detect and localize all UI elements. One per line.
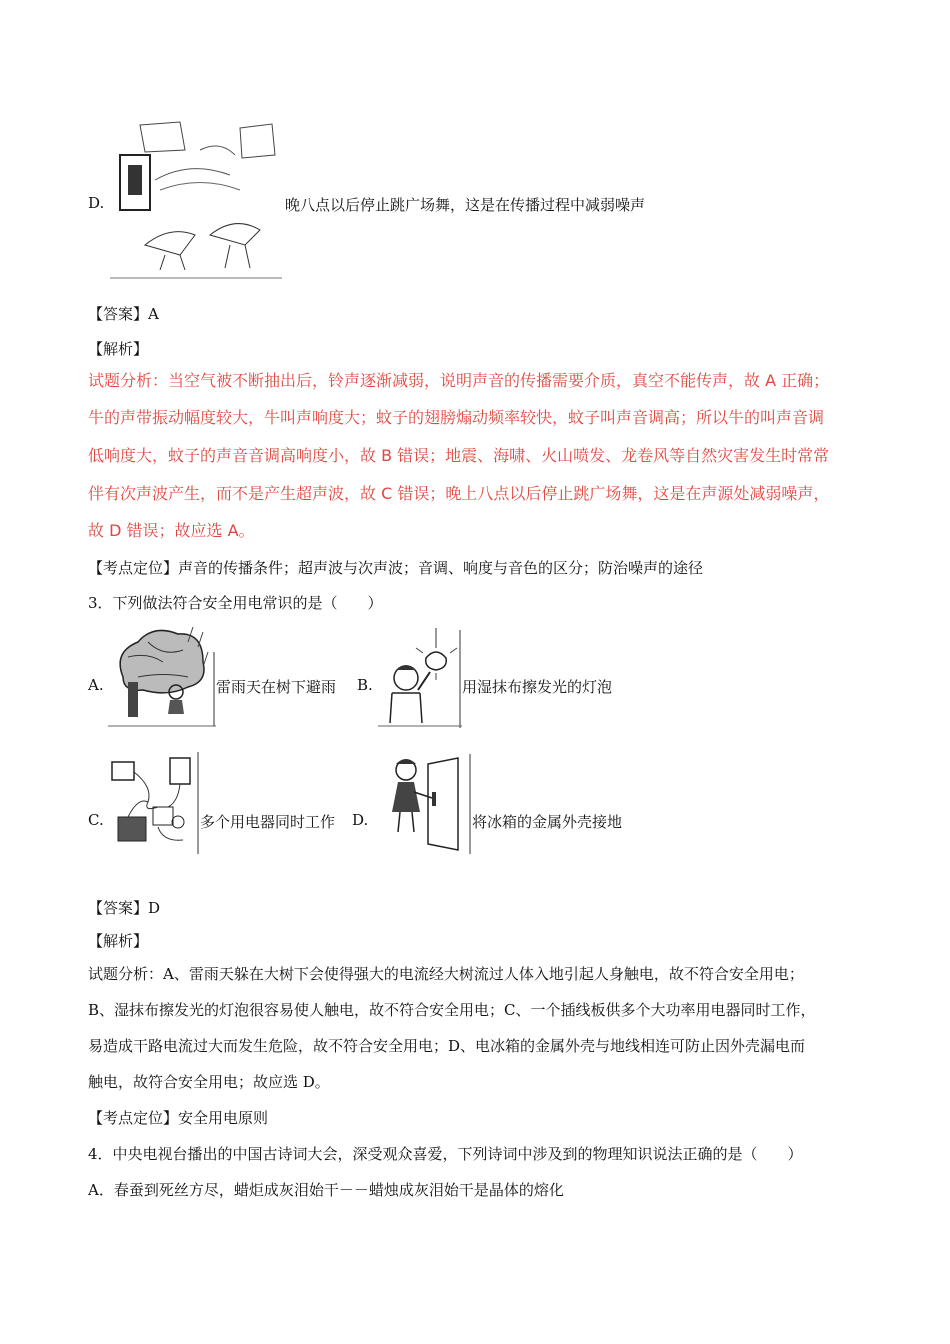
q3-kaodian: 【考点定位】安全用电原则 xyxy=(88,1109,269,1127)
q2-analysis-line: 伴有次声波产生，而不是产生超声波，故 C 错误；晚上八点以后停止跳广场舞，这是在声源处减弱噪声， xyxy=(88,484,830,503)
q3-stem: 3．下列做法符合安全用电常识的是（ ） xyxy=(88,594,383,612)
q4-stem: 4．中央电视台播出的中国古诗词大会，深受观众喜爱，下列诗词中涉及到的物理知识说法正确的是（ ） xyxy=(88,1145,803,1163)
q2-option-d-text: 晚八点以后停止跳广场舞，这是在传播过程中减弱噪声 xyxy=(285,196,646,214)
q3-option-b-text: 用湿抹布擦发光的灯泡 xyxy=(462,678,613,696)
square-dance-illustration xyxy=(110,120,282,280)
q3-option-a-letter: A. xyxy=(88,676,104,694)
q3-option-c-letter: C. xyxy=(88,811,104,829)
q2-option-d-letter: D. xyxy=(88,194,105,212)
q2-kaodian: 【考点定位】声音的传播条件；超声波与次声波；音调、响度与音色的区分；防治噪声的途径 xyxy=(88,559,704,577)
q3-option-d-letter: D. xyxy=(352,811,369,829)
q2-answer: 【答案】A xyxy=(88,305,159,323)
q3-option-c-text: 多个用电器同时工作 xyxy=(200,813,336,831)
q2-analysis-heading: 【解析】 xyxy=(88,340,149,358)
fridge-grounding-illustration xyxy=(378,754,472,854)
multiple-appliances-illustration xyxy=(108,752,200,854)
q3-analysis-line: 易造成干路电流过大而发生危险，故不符合安全用电；D、电冰箱的金属外壳与地线相连可防止因外壳漏电而 xyxy=(88,1037,806,1055)
q4-option-a: A．春蚕到死丝方尽，蜡炬成灰泪始干－－蜡烛成灰泪始干是晶体的熔化 xyxy=(88,1181,564,1199)
q3-option-b-letter: B. xyxy=(357,676,373,694)
q3-answer: 【答案】D xyxy=(88,899,161,917)
q3-option-a-text: 雷雨天在树下避雨 xyxy=(216,678,337,696)
q3-analysis-line: B、湿抹布擦发光的灯泡很容易使人触电，故不符合安全用电；C、一个插线板供多个大功率用电器同时工作， xyxy=(88,1001,816,1019)
q2-analysis-line: 试题分析：当空气被不断抽出后，铃声逐渐减弱，说明声音的传播需要介质，真空不能传声，故 A 正确； xyxy=(88,371,830,390)
wet-cloth-bulb-illustration xyxy=(378,628,462,728)
q2-analysis-line: 牛的声带振动幅度较大，牛叫声响度大；蚊子的翅膀煽动频率较快，蚊子叫声音调高；所以牛的叫声音调 xyxy=(88,408,825,427)
tree-rain-illustration xyxy=(108,622,216,730)
q3-analysis-heading: 【解析】 xyxy=(88,932,149,950)
q3-analysis-line: 试题分析：A、雷雨天躲在大树下会使得强大的电流经大树流过人体入地引起人身触电，故不符合安全用电； xyxy=(88,965,804,983)
q3-option-d-text: 将冰箱的金属外壳接地 xyxy=(472,813,623,831)
q2-analysis-line: 低响度大，蚊子的声音音调高响度小，故 B 错误；地震、海啸、火山喷发、龙卷风等自然灾害发生时常常 xyxy=(88,446,830,465)
q3-analysis-line: 触电，故符合安全用电；故应选 D。 xyxy=(88,1073,330,1091)
q2-analysis-line: 故 D 错误；故应选 A。 xyxy=(88,521,255,540)
